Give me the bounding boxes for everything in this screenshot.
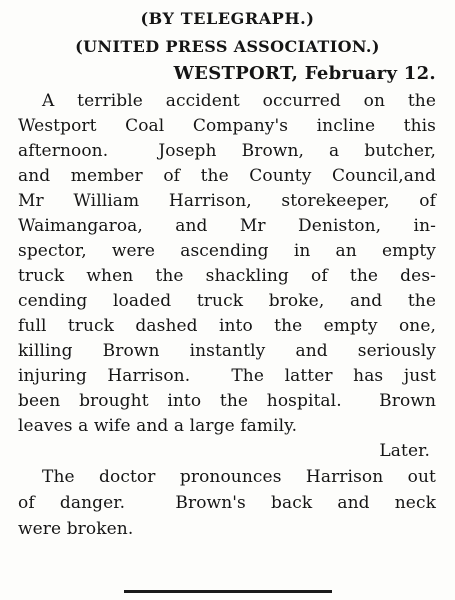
body-line-4: and member of the County Council,and [18,166,436,186]
dateline: WESTPORT, February 12. [173,63,436,84]
body-line-14: leaves a wife and a large family. [18,416,298,436]
body-line-9: cending loaded truck broke, and the [18,291,436,311]
body-line-12: injuring Harrison. The latter has just [18,366,436,386]
body-line-1: A terrible accident occurred on the [42,91,436,111]
heading-source: (BY TELEGRAPH.) [140,9,315,28]
body-line-8: truck when the shackling of the des- [18,266,436,286]
body-line-2: Westport Coal Company's incline this [18,116,436,136]
body-line-13: been brought into the hospital. Brown [18,391,436,411]
body-line-5: Mr William Harrison, storekeeper, of [18,191,436,211]
body-line-7: spector, were ascending in an empty [18,241,436,261]
heading-agency: (UNITED PRESS ASSOCIATION.) [75,37,380,56]
body-line-3: afternoon. Joseph Brown, a butcher, [18,141,436,161]
later-line-2: of danger. Brown's back and neck [18,493,436,513]
later-line-3: were broken. [18,519,134,539]
closing-rule [124,590,332,593]
body-line-11: killing Brown instantly and seriously [18,341,436,361]
later-line-1: The doctor pronounces Harrison out [42,467,436,487]
body-line-6: Waimangaroa, and Mr Deniston, in- [18,216,436,236]
body-line-10: full truck dashed into the empty one, [18,316,436,336]
later-label: Later. [379,441,430,461]
